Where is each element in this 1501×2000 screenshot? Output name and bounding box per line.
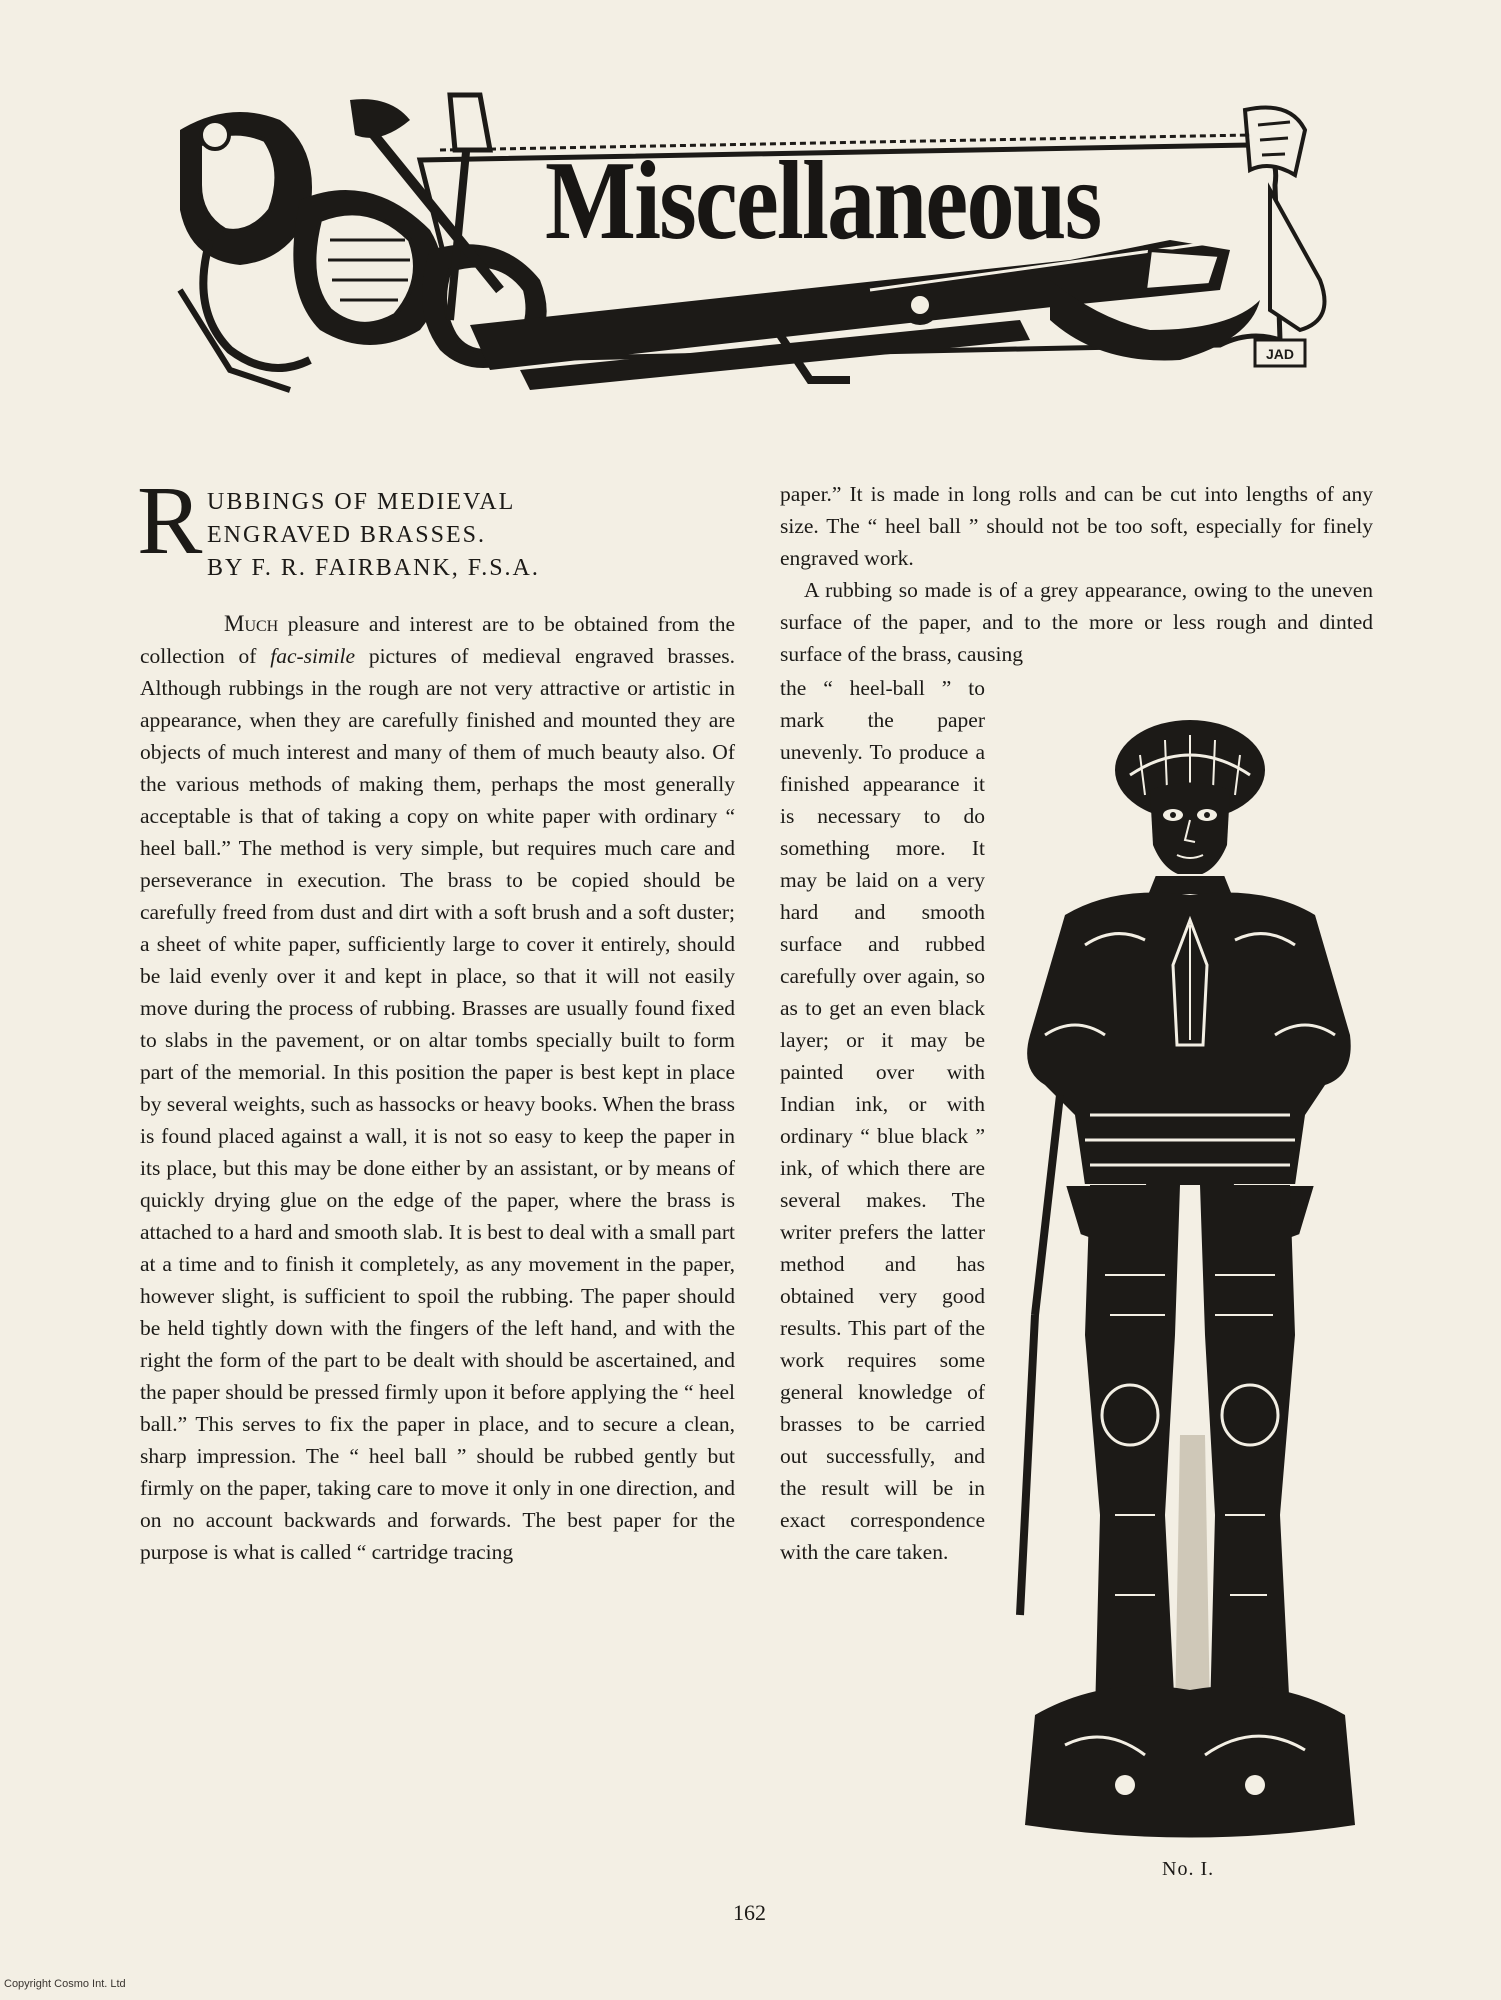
artist-monogram: JAD [1265, 346, 1295, 362]
paragraph: paper.” It is made in long rolls and can be cut into lengths of any size. The “ heel ball ” should not be too soft, especially for finely engraved work. [780, 482, 1373, 570]
page-title: Miscellaneous [545, 139, 1101, 263]
italic-term: fac-simile [270, 644, 356, 668]
brass-rubbing-figure [1005, 715, 1375, 1855]
paragraph [140, 608, 735, 1568]
knight-in-armour-illustration [1005, 715, 1375, 1855]
article-title-line-1: UBBINGS OF MEDIEVAL [207, 489, 516, 515]
lead-text: pleasure and interest are to be obtained from the collection of [140, 612, 735, 668]
paragraph: A rubbing so made is of a grey appearance, owing to the uneven surface of the paper, and to the more or less rough and dinted surface of the brass, causing [780, 578, 1373, 666]
figure-caption: No. I. [1162, 1858, 1215, 1880]
article-title-line-2: ENGRAVED BRASSES. [207, 522, 486, 548]
text-column-right [780, 478, 1373, 1564]
article-byline: BY F. R. FAIRBANK, F.S.A. [207, 555, 540, 581]
page-number: 162 [733, 1900, 766, 1925]
lead-small-caps: Much [224, 611, 279, 636]
copyright-watermark: Copyright Cosmo Int. Ltd [4, 1978, 126, 1990]
paragraph-narrow: the “ heel-ball ” to mark the paper unevenly. To produce a finished appearance it is necessary to do something more. It may be laid on a very hard and smooth surface and rubbed carefully over again, so as to get an even black layer; or it may be painted over with Indian ink, or with ordinary “ blue black ” ink, of which there are several makes. The writer prefers the latter method and has obtained very good results. This part of the work requires some general knowledge of brasses to be carried out successfully, and the result will be in exact correspondence with the care taken. [780, 676, 985, 1564]
body-text: pictures of medieval engraved brasses. Although rubbings in the rough are not very attractive or artistic in appearance, when they are carefully finished and mounted they are objects of much interest and many of them of much beauty also. Of the various methods of making them, perhaps the most generally acceptable is that of taking a copy on white paper with ordinary “ heel ball.” The method is very simple, but requires much care and perseverance in execution. The brass to be copied should be carefully freed from dust and dirt with a soft brush and a soft duster; a sheet of white paper, sufficiently large to cover it entirely, should be laid evenly over it and kept in place, so that it will not easily move during the process of rubbing. Brasses are usually found fixed to slabs in the pavement, or on altar tombs specially built to form part of the memorial. In this position the paper is best kept in place by several weights, such as hassocks or heavy books. When the brass is found placed against a wall, it is not so easy to keep the paper in its place, but this may be done either by an assistant, or by means of quickly drying glue on the edge of the paper, where the brass is attached to a hard and smooth slab. It is best to deal with a small part at a time and to finish it completely, as any movement in the paper, however slight, is sufficient to spoil the rubbing. The paper should be held tightly down with the fingers of the left hand, and with the right the form of the part to be dealt with should be ascertained, and the paper should be pressed firmly upon it before applying the “ heel ball.” This serves to fix the paper in place, and to secure a clean, sharp impression. The “ heel ball ” should be rubbed gently but firmly on the paper, taking care to move it only in one direction, and on no account backwards and forwards. The best paper for the purpose is what is called “ cartridge tracing [140, 644, 735, 1564]
drop-cap: R [137, 467, 203, 575]
text-column-left [140, 608, 735, 1568]
